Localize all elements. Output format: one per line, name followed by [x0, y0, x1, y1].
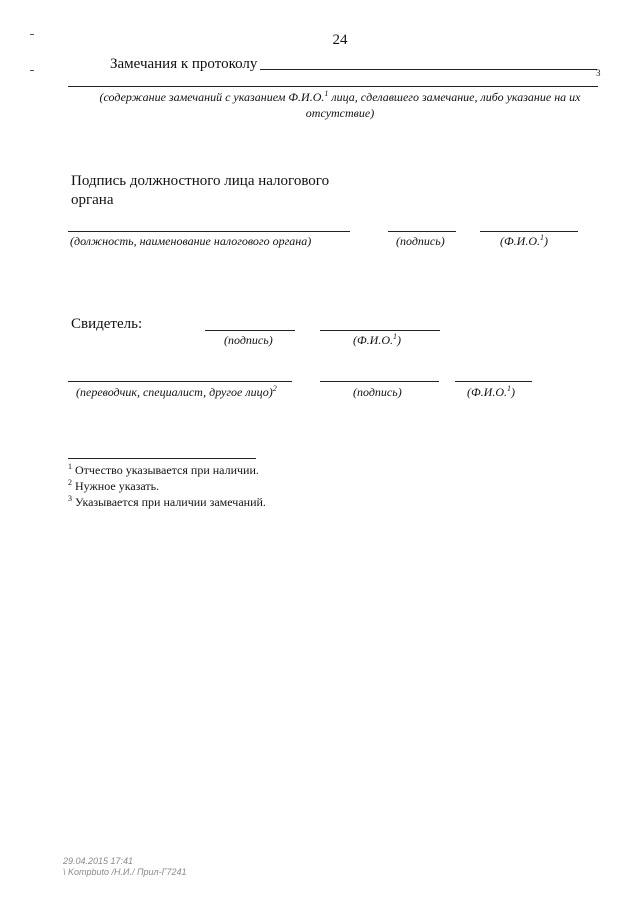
witness-signature-caption: (подпись)	[224, 333, 273, 347]
remarks-note-part2: лица, сделавшего замечание, либо указание на их	[328, 90, 581, 104]
print-stamp-file: \ Kompbuto /Н.И./ Прил-Г7241	[63, 867, 187, 877]
witness-fio-close: )	[396, 333, 401, 347]
remarks-note-line2: отсутствие)	[305, 106, 375, 120]
other-signature-line	[320, 381, 439, 382]
other-person-caption	[76, 385, 277, 400]
other-fio-line	[455, 381, 532, 382]
official-position-line	[68, 231, 350, 232]
other-fio-text: (Ф.И.О.	[467, 385, 507, 399]
other-person-caption-sup: 2	[272, 384, 277, 393]
remarks-note-part1: (содержание замечаний с указанием Ф.И.О.	[99, 90, 325, 104]
witness-fio-text: (Ф.И.О.	[353, 333, 393, 347]
official-fio-caption	[500, 234, 548, 249]
other-person-line	[68, 381, 292, 382]
official-position-caption: (должность, наименование налогового органа)	[70, 234, 312, 248]
official-signature-caption: (подпись)	[396, 234, 445, 248]
footnote-item	[68, 478, 266, 494]
witness-fio-sup: 1	[392, 332, 397, 341]
remarks-line-2	[68, 86, 598, 87]
official-fio-text: (Ф.И.О.	[500, 234, 540, 248]
witness-fio-line	[320, 330, 440, 331]
footnote-num: 3	[68, 494, 72, 503]
official-fio-close: )	[543, 234, 548, 248]
other-person-caption-text: (переводчик, специалист, другое лицо)	[76, 385, 273, 399]
official-signature-line	[388, 231, 456, 232]
footnote-text: Нужное указать.	[75, 479, 160, 493]
remarks-line-1	[260, 69, 597, 70]
official-title-line2: органа	[71, 192, 114, 208]
official-fio-line	[480, 231, 578, 232]
witness-fio-caption	[353, 333, 401, 348]
official-title	[71, 172, 329, 210]
footnote-text: Отчество указывается при наличии.	[75, 463, 259, 477]
other-fio-caption	[467, 385, 515, 400]
page-number: 24	[332, 32, 348, 48]
remarks-note-sup: 1	[324, 89, 329, 98]
footnote-separator	[68, 458, 256, 459]
witness-signature-line	[205, 330, 295, 331]
footnote-text: Указывается при наличии замечаний.	[75, 495, 266, 509]
print-stamp	[63, 856, 187, 878]
footnote-item	[68, 494, 266, 510]
footnotes	[68, 462, 266, 510]
other-fio-close: )	[510, 385, 515, 399]
other-signature-caption: (подпись)	[353, 385, 402, 399]
remarks-note	[60, 89, 620, 121]
footnote-item	[68, 462, 266, 478]
print-stamp-date: 29.04.2015 17:41	[63, 856, 134, 866]
footnote-num: 2	[68, 478, 72, 487]
witness-label: Свидетель:	[71, 316, 143, 332]
official-fio-sup: 1	[539, 233, 544, 242]
remarks-label: Замечания к протоколу	[110, 56, 258, 72]
margin-mark	[30, 70, 34, 71]
other-fio-sup: 1	[506, 384, 511, 393]
official-title-line1: Подпись должностного лица налогового	[71, 173, 330, 189]
footnote-num: 1	[68, 462, 72, 471]
remarks-footnote-ref: 3	[596, 68, 601, 78]
